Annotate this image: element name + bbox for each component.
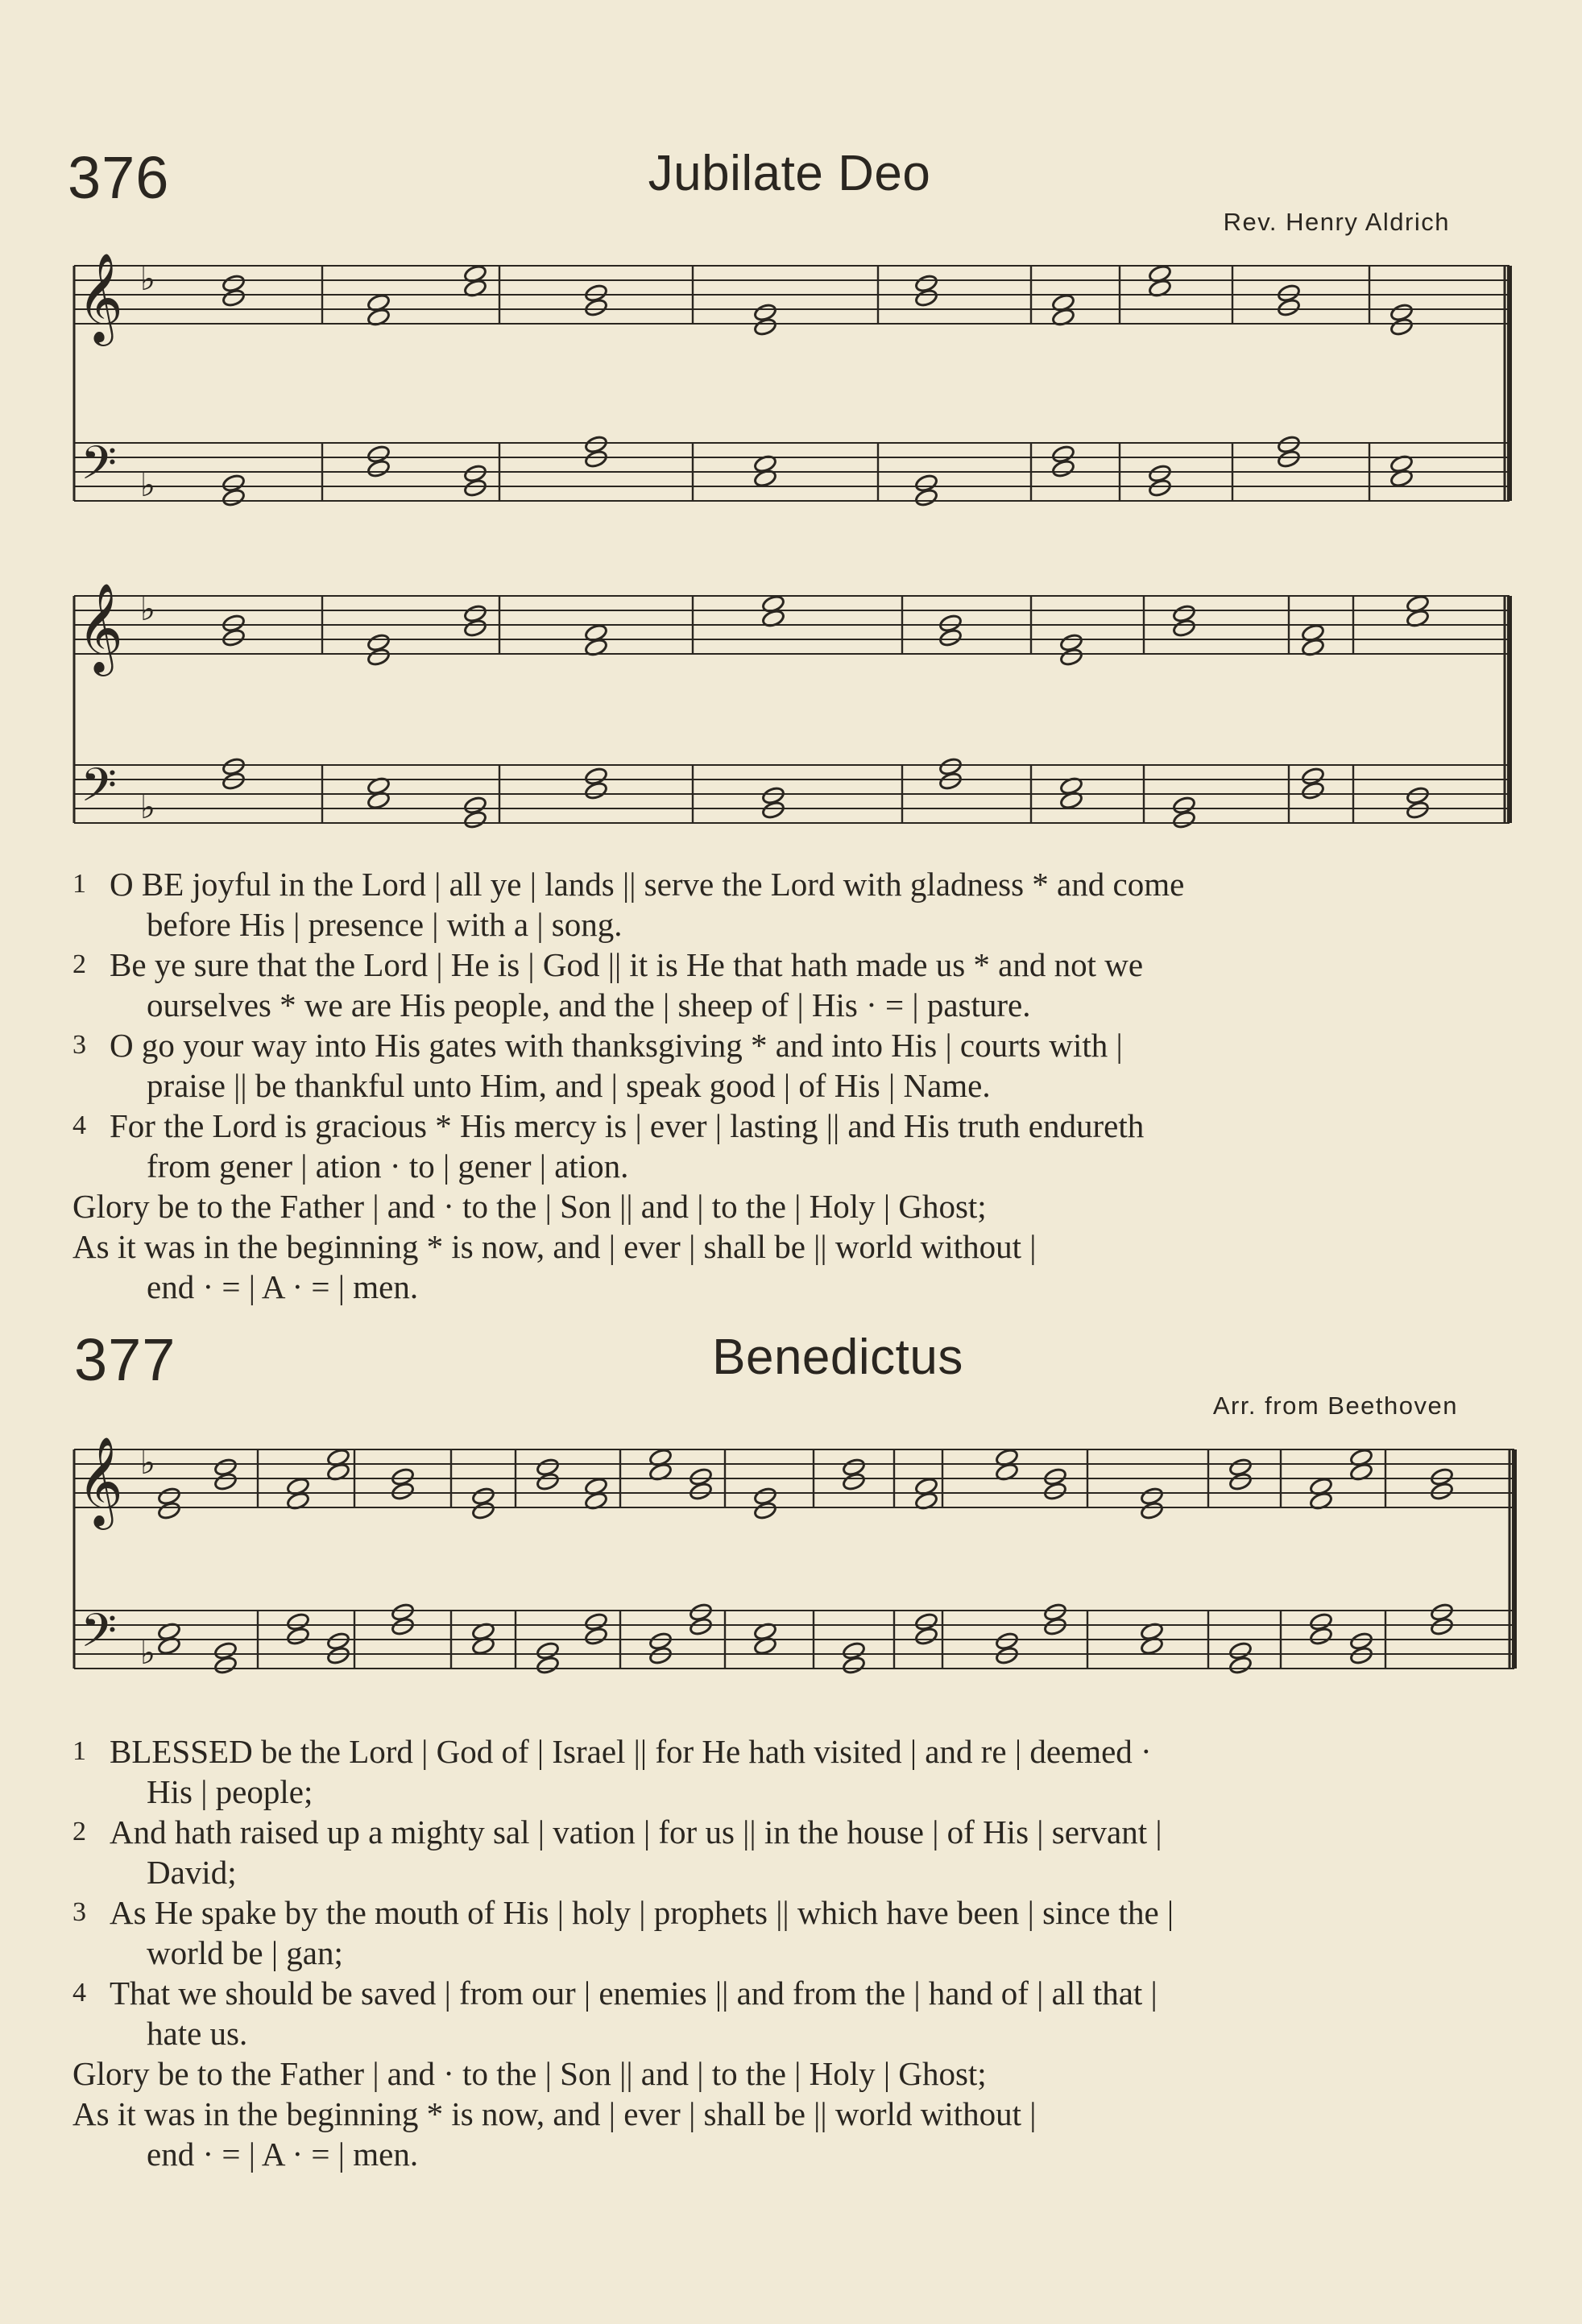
bass-clef: 𝄢 xyxy=(81,436,118,502)
note-head xyxy=(1430,1482,1454,1502)
verse-376-2 xyxy=(72,945,1522,1025)
note-head xyxy=(1148,478,1172,498)
verse-line: praise || be thankful unto Him, and | speak good | of His | Name. xyxy=(147,1067,991,1104)
flat-sign: ♭ xyxy=(140,1445,155,1482)
note-head xyxy=(584,449,608,469)
flat-sign: ♭ xyxy=(140,261,155,298)
note-head xyxy=(584,1627,608,1647)
verse-line: That we should be saved | from our | enemies || and from the | hand of | all that | xyxy=(110,1975,1158,2012)
note-head xyxy=(1140,1501,1164,1521)
music-score-377 xyxy=(0,1417,1582,1755)
note-head xyxy=(391,1482,415,1502)
gloria-line: Glory be to the Father | and · to the | Son || and | to the | Holy | Ghost; xyxy=(72,2055,987,2092)
note-head xyxy=(326,1646,350,1666)
note-head xyxy=(648,1646,673,1666)
note-head xyxy=(222,488,246,508)
verse-number: 2 xyxy=(72,949,86,979)
chant-text-376 xyxy=(72,864,1522,1307)
note-head xyxy=(1406,800,1430,821)
note-head xyxy=(584,298,608,318)
note-head xyxy=(1228,1472,1253,1492)
gloria-line: As it was in the beginning * is now, and | ever | shall be || world without | xyxy=(72,2095,1037,2132)
verse-number: 3 xyxy=(72,1030,86,1060)
verse-number: 1 xyxy=(72,869,86,899)
verse-line: before His | presence | with a | song. xyxy=(147,906,623,943)
note-head xyxy=(761,800,785,821)
note-head xyxy=(1228,1656,1253,1676)
note-head xyxy=(463,810,487,830)
note-head xyxy=(914,288,938,308)
verse-377-2 xyxy=(72,1812,1522,1892)
note-head xyxy=(1059,647,1083,668)
staff-systems-377 xyxy=(74,1436,1514,1675)
note-head xyxy=(1309,1627,1333,1647)
gloria-line: end · = | A · = | men. xyxy=(147,2136,419,2173)
verse-376-3 xyxy=(72,1025,1522,1106)
flat-sign: ♭ xyxy=(140,1635,155,1672)
verse-number: 2 xyxy=(72,1817,86,1846)
attribution-377: Arr. from Beethoven xyxy=(1212,1392,1458,1420)
note-head xyxy=(1301,781,1325,801)
note-head xyxy=(1349,1646,1373,1666)
note-head xyxy=(584,781,608,801)
bass-clef: 𝄢 xyxy=(81,758,118,824)
note-head xyxy=(536,1472,560,1492)
verse-376-4 xyxy=(72,1106,1522,1186)
note-head xyxy=(463,478,487,498)
note-head xyxy=(914,1627,938,1647)
verse-line: world be | gan; xyxy=(147,1934,343,1971)
note-head xyxy=(1277,449,1301,469)
verse-line: from gener | ation · to | gener | ation. xyxy=(147,1148,629,1185)
flat-sign: ♭ xyxy=(140,467,155,504)
verse-line: O BE joyful in the Lord | all ye | lands || serve the Lord with gladness * and come xyxy=(110,866,1185,903)
note-head xyxy=(222,771,246,792)
verse-line: BLESSED be the Lord | God of | Israel || for He hath visited | and re | deemed · xyxy=(110,1733,1152,1770)
note-head xyxy=(536,1656,560,1676)
gloria-line: As it was in the beginning * is now, and | ever | shall be || world without | xyxy=(72,1228,1037,1265)
note-head xyxy=(1051,459,1075,479)
music-score-376 xyxy=(0,0,1582,854)
note-head xyxy=(157,1501,181,1521)
note-head xyxy=(1389,317,1414,337)
verse-line: Be ye sure that the Lord | He is | God || it is He that hath made us * and not we xyxy=(110,946,1144,983)
note-head xyxy=(213,1472,238,1492)
note-head xyxy=(995,1646,1019,1666)
verse-376-1 xyxy=(72,864,1522,945)
treble-clef: 𝄞 xyxy=(77,252,123,342)
verse-number: 4 xyxy=(72,1978,86,2008)
verse-line: O go your way into His gates with thanksgiving * and into His | courts with | xyxy=(110,1027,1123,1064)
verse-line: His | people; xyxy=(147,1773,313,1810)
hymn-number-376: 376 xyxy=(68,144,170,211)
verse-line: And hath raised up a mighty sal | vation | for us || in the house | of His | servant | xyxy=(110,1813,1162,1851)
verse-377-3 xyxy=(72,1892,1522,1973)
treble-clef: 𝄞 xyxy=(77,582,123,672)
hymn-number-377: 377 xyxy=(74,1326,176,1393)
note-head xyxy=(753,1501,777,1521)
gloria-line: end · = | A · = | men. xyxy=(147,1268,419,1305)
hymn-title-377: Benedictus xyxy=(712,1329,963,1385)
gloria-patri-377 xyxy=(72,2053,1522,2174)
verse-line: David; xyxy=(147,1854,237,1891)
note-head xyxy=(1043,1617,1067,1637)
note-head xyxy=(1277,298,1301,318)
attribution-376: Rev. Henry Aldrich xyxy=(1223,208,1450,236)
note-head xyxy=(463,618,487,639)
note-head xyxy=(471,1501,495,1521)
note-head xyxy=(1172,810,1196,830)
note-head xyxy=(286,1627,310,1647)
note-head xyxy=(689,1617,713,1637)
treble-clef: 𝄞 xyxy=(77,1436,123,1526)
note-head xyxy=(753,317,777,337)
gloria-patri-376 xyxy=(72,1186,1522,1307)
verse-number: 4 xyxy=(72,1110,86,1140)
staff-systems-376 xyxy=(74,252,1510,829)
chant-text-377 xyxy=(72,1731,1522,2174)
note-head xyxy=(938,771,963,792)
verse-number: 1 xyxy=(72,1736,86,1766)
verse-line: For the Lord is gracious * His mercy is | ever | lasting || and His truth endureth xyxy=(110,1107,1145,1144)
note-head xyxy=(914,488,938,508)
note-head xyxy=(1172,618,1196,639)
flat-sign: ♭ xyxy=(140,789,155,826)
note-head xyxy=(367,459,391,479)
hymn-title-376: Jubilate Deo xyxy=(648,146,931,201)
verse-number: 3 xyxy=(72,1897,86,1927)
verse-line: As He spake by the mouth of His | holy | prophets || which have been | since the | xyxy=(110,1894,1174,1931)
note-head xyxy=(222,288,246,308)
note-head xyxy=(391,1617,415,1637)
note-head xyxy=(842,1472,866,1492)
verse-line: ourselves * we are His people, and the | sheep of | His · = | pasture. xyxy=(147,986,1031,1023)
note-head xyxy=(689,1482,713,1502)
gloria-line: Glory be to the Father | and · to the | Son || and | to the | Holy | Ghost; xyxy=(72,1188,987,1225)
note-head xyxy=(367,647,391,668)
note-head xyxy=(1430,1617,1454,1637)
verse-line: hate us. xyxy=(147,2015,248,2052)
note-head xyxy=(213,1656,238,1676)
note-head xyxy=(222,628,246,648)
note-head xyxy=(938,628,963,648)
flat-sign: ♭ xyxy=(140,591,155,628)
verse-377-1 xyxy=(72,1731,1522,1812)
note-head xyxy=(842,1656,866,1676)
verse-377-4 xyxy=(72,1973,1522,2053)
note-head xyxy=(1043,1482,1067,1502)
bass-clef: 𝄢 xyxy=(81,1603,118,1669)
